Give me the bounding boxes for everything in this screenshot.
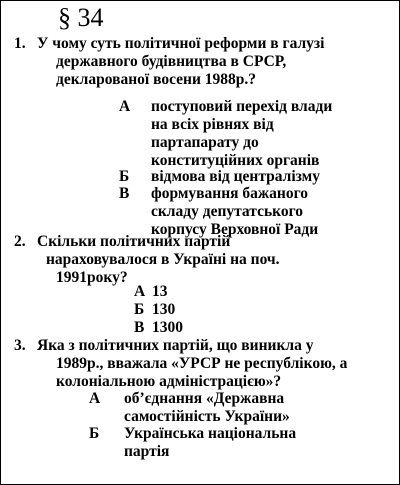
question-1-option-a-letter: А bbox=[119, 98, 131, 115]
question-3-option-a-line-1: об’єднання «Державна bbox=[124, 390, 285, 407]
question-2-option-a-line-1: 13 bbox=[152, 283, 168, 300]
question-1-option-c-line-1: формування бажаного bbox=[151, 185, 308, 202]
question-1-option-a-line-2: на всіх рівнях від bbox=[151, 116, 274, 133]
question-3-option-b-line-1: Українська національна bbox=[124, 425, 297, 442]
question-3-option-a-letter: А bbox=[89, 390, 101, 407]
question-3-number: 3. bbox=[14, 337, 26, 354]
question-3-line-2: 1989р., вважала «УРСР не республікою, а bbox=[56, 355, 348, 372]
question-3-line-1: Яка з політичних партій, що виникла у bbox=[37, 337, 314, 354]
question-2-option-c-letter: В bbox=[134, 319, 145, 336]
question-1-option-b-letter: Б bbox=[119, 168, 130, 185]
question-1-option-b-line-1: відмова від централізму bbox=[151, 168, 320, 185]
question-2-line-1: Скільки політичних партій bbox=[37, 233, 231, 250]
question-1-option-c-line-2: складу депутатського bbox=[151, 203, 304, 220]
question-2-option-c-line-1: 1300 bbox=[152, 319, 183, 336]
question-3-option-b-line-2: партія bbox=[124, 443, 170, 460]
question-3-option-b-letter: Б bbox=[89, 425, 100, 442]
question-1-number: 1. bbox=[14, 35, 26, 52]
question-2-option-b-letter: Б bbox=[134, 301, 145, 318]
question-2-line-3: 1991року? bbox=[56, 269, 128, 286]
question-2-option-b-line-1: 130 bbox=[152, 301, 176, 318]
question-1-option-c-line-3: корпусу Верховної Ради bbox=[151, 221, 319, 238]
question-1-option-c-letter: В bbox=[119, 185, 130, 202]
question-2-option-a-letter: А bbox=[134, 283, 146, 300]
question-1-line-1: У чому суть політичної реформи в галузі bbox=[37, 35, 325, 52]
question-2-line-2: нараховувалося в Україні на поч. bbox=[46, 251, 280, 268]
question-1-option-a-line-3: партапарату до bbox=[151, 134, 259, 151]
question-1-option-a-line-4: конституційних органів bbox=[151, 152, 320, 169]
question-1-line-3: декларованої восени 1988р.? bbox=[56, 71, 257, 88]
section-title: § 34 bbox=[58, 3, 104, 32]
question-3-line-3: колоніальною адміністрацією»? bbox=[56, 373, 282, 390]
question-1-line-2: державного будівництва в СРСР, bbox=[56, 53, 287, 70]
question-1-option-a-line-1: поступовий перехід влади bbox=[151, 98, 333, 115]
question-3-option-a-line-2: самостійність України» bbox=[124, 408, 290, 425]
question-2-number: 2. bbox=[14, 233, 26, 250]
